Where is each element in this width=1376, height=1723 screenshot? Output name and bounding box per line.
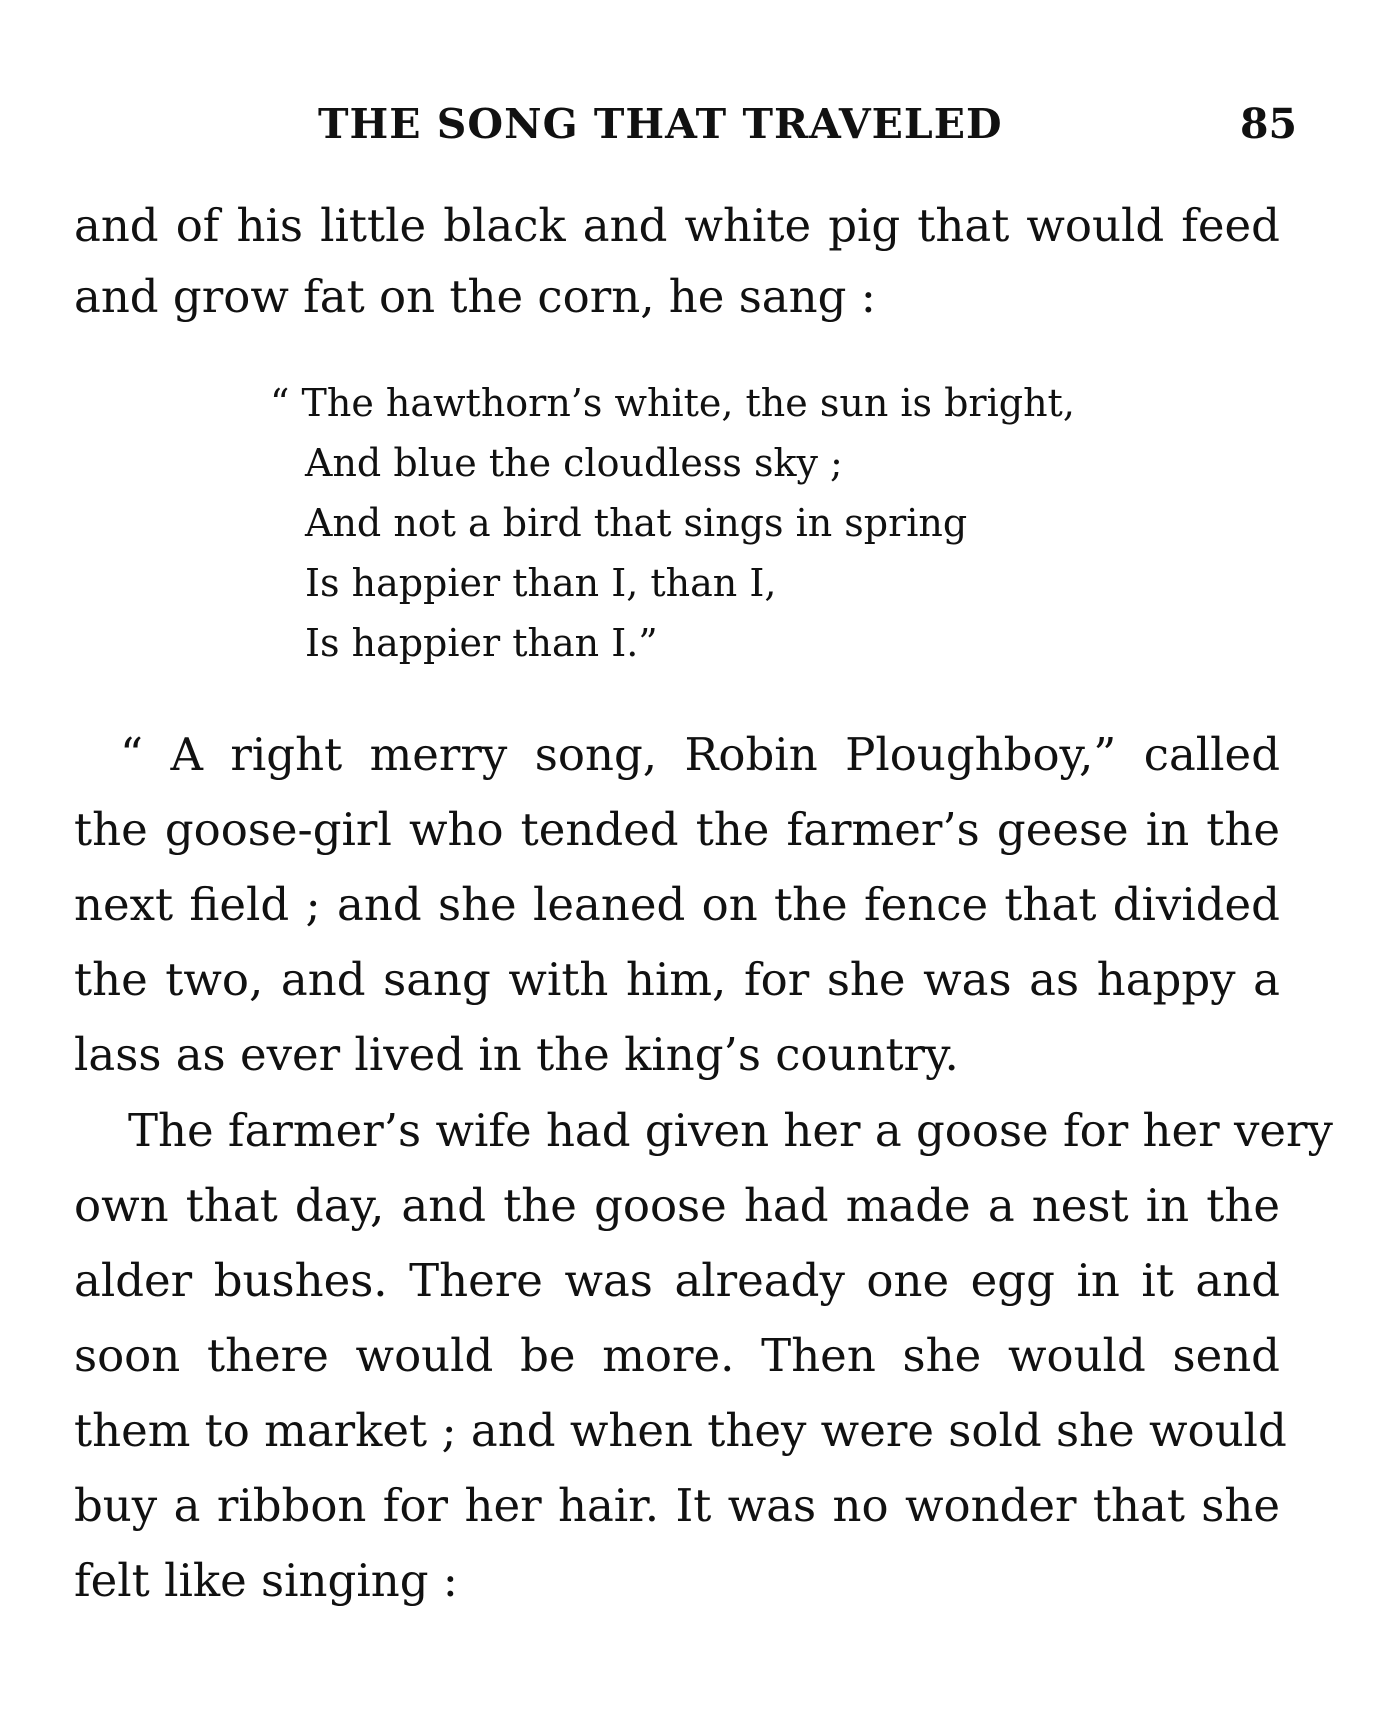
running-title: THE SONG THAT TRAVELED: [318, 100, 1003, 148]
text-line: them to market ; and when they were sold she would: [74, 1404, 1287, 1457]
text-line: the goose-girl who tended the farmer’s geese in the: [74, 803, 1280, 856]
verse-line: Is happier than I.”: [305, 621, 658, 665]
verse-line: Is happier than I, than I,: [305, 561, 777, 605]
text-line: felt like singing :: [74, 1554, 458, 1607]
verse-line: And not a bird that sings in spring: [305, 501, 968, 545]
text-line: the two, and sang with him, for she was as happy a: [74, 953, 1280, 1006]
verse-line: And blue the cloudless sky ;: [305, 441, 843, 485]
text-line: buy a ribbon for her hair. It was no wonder that she: [74, 1479, 1280, 1532]
text-line: alder bushes. There was already one egg in it and: [74, 1254, 1280, 1307]
page-number: 85: [1240, 100, 1298, 148]
text-line: and of his little black and white pig that would feed: [74, 199, 1280, 252]
text-line: soon there would be more. Then she would send: [74, 1329, 1280, 1382]
text-line: and grow fat on the corn, he sang :: [74, 270, 876, 323]
text-line: next field ; and she leaned on the fence that divided: [74, 878, 1280, 931]
text-line: lass as ever lived in the king’s country.: [74, 1028, 959, 1081]
verse-line: “ The hawthorn’s white, the sun is bright,: [270, 381, 1075, 425]
text-line: “ A right merry song, Robin Ploughboy,” called: [120, 728, 1280, 781]
text-line: own that day, and the goose had made a nest in the: [74, 1179, 1280, 1232]
text-line: The farmer’s wife had given her a goose for her very: [128, 1104, 1333, 1157]
